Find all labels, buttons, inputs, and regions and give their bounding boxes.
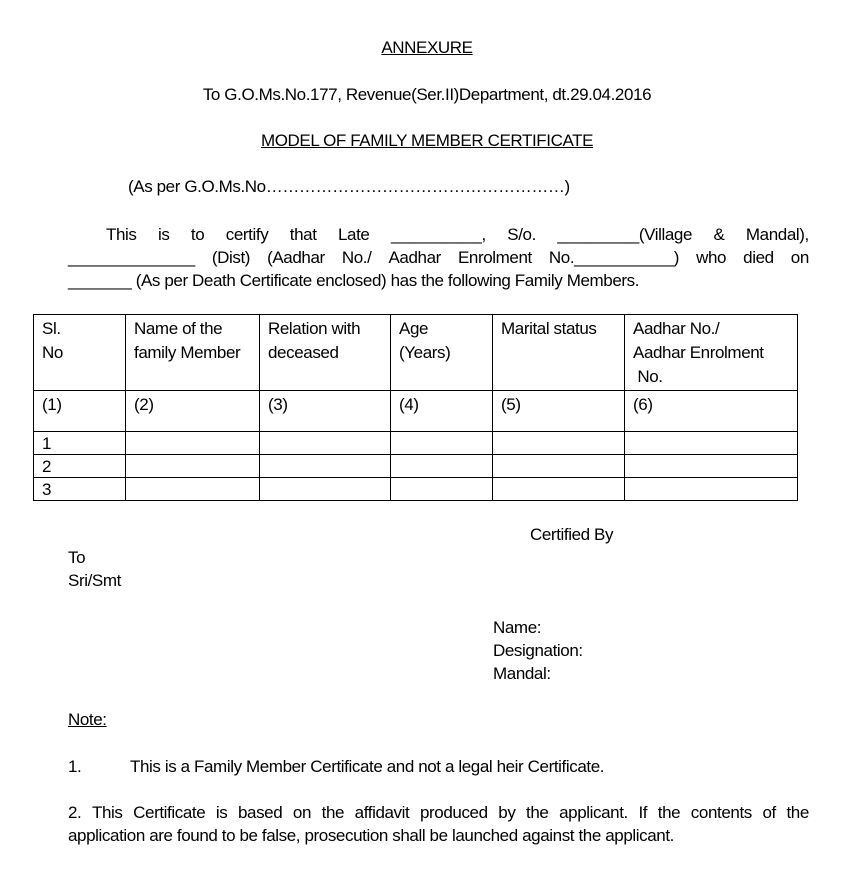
signatory-designation-label: Designation: — [493, 641, 583, 660]
addressee-label: Sri/Smt — [68, 571, 121, 590]
note-heading: Note: — [68, 710, 107, 729]
note-2-line-2: application are found to be false, prosecution shall be launched against the applicant. — [68, 826, 674, 845]
age-cell[interactable] — [391, 478, 493, 501]
note-2-line-1: 2. This Certificate is based on the affidavit produced by the applicant. If the contents of the — [68, 803, 809, 822]
table-row: 2 — [34, 455, 798, 478]
marital-status-cell[interactable] — [493, 455, 625, 478]
member-name-cell[interactable] — [126, 455, 260, 478]
table-header-row — [34, 315, 798, 391]
aadhar-blank: No.___________) — [548, 248, 680, 267]
header-marital-status: Marital status — [493, 315, 625, 391]
member-name-cell[interactable] — [126, 478, 260, 501]
table-row: 3 — [34, 478, 798, 501]
certify-line-3: _______ (As per Death Certificate enclosed) has the following Family Members. — [68, 271, 640, 290]
member-name-cell[interactable] — [126, 432, 260, 455]
district-blank: ______________ — [68, 248, 195, 267]
table-row: 1 — [34, 432, 798, 455]
header-aadhar: Aadhar No./ Aadhar Enrolment No. — [625, 315, 798, 391]
certify-line-2: ______________ (Dist) (Aadhar No./ Aadhar Enrolment No.___________) who died on — [68, 248, 809, 267]
header-sl-no: Sl. No — [34, 315, 126, 391]
header-relation: Relation with deceased — [260, 315, 391, 391]
aadhar-cell[interactable] — [625, 478, 798, 501]
age-cell[interactable] — [391, 455, 493, 478]
header-member-name: Name of the family Member — [126, 315, 260, 391]
aadhar-cell[interactable] — [625, 432, 798, 455]
note-1-text: This is a Family Member Certificate and not a legal heir Certificate. — [130, 757, 605, 776]
marital-status-cell[interactable] — [493, 432, 625, 455]
relation-cell[interactable] — [260, 478, 391, 501]
certify-line-1: This is to certify that Late __________, S/o. _________(Village & Mandal), — [106, 225, 809, 244]
certificate-title: MODEL OF FAMILY MEMBER CERTIFICATE — [260, 131, 594, 150]
as-per-go-line: (As per G.O.Ms.No………………………………………………) — [128, 177, 570, 196]
header-age: Age (Years) — [391, 315, 493, 391]
to-label: To — [68, 548, 86, 567]
annexure-heading: ANNEXURE — [381, 38, 473, 57]
go-reference: To G.O.Ms.No.177, Revenue(Ser.II)Department, dt.29.04.2016 — [202, 85, 652, 104]
relation-cell[interactable] — [260, 432, 391, 455]
signatory-mandal-label: Mandal: — [493, 664, 551, 683]
aadhar-cell[interactable] — [625, 455, 798, 478]
family-members-table — [33, 314, 798, 501]
village-mandal-blank: _________(Village — [557, 225, 693, 244]
certified-by-label: Certified By — [530, 525, 614, 544]
signatory-name-label: Name: — [493, 618, 542, 637]
relation-cell[interactable] — [260, 455, 391, 478]
column-number-row: (1) (2) (3) (4) (5) (6) — [34, 391, 798, 432]
deceased-name-blank: __________, — [390, 225, 486, 244]
age-cell[interactable] — [391, 432, 493, 455]
note-1-number: 1. — [68, 757, 82, 776]
marital-status-cell[interactable] — [493, 478, 625, 501]
